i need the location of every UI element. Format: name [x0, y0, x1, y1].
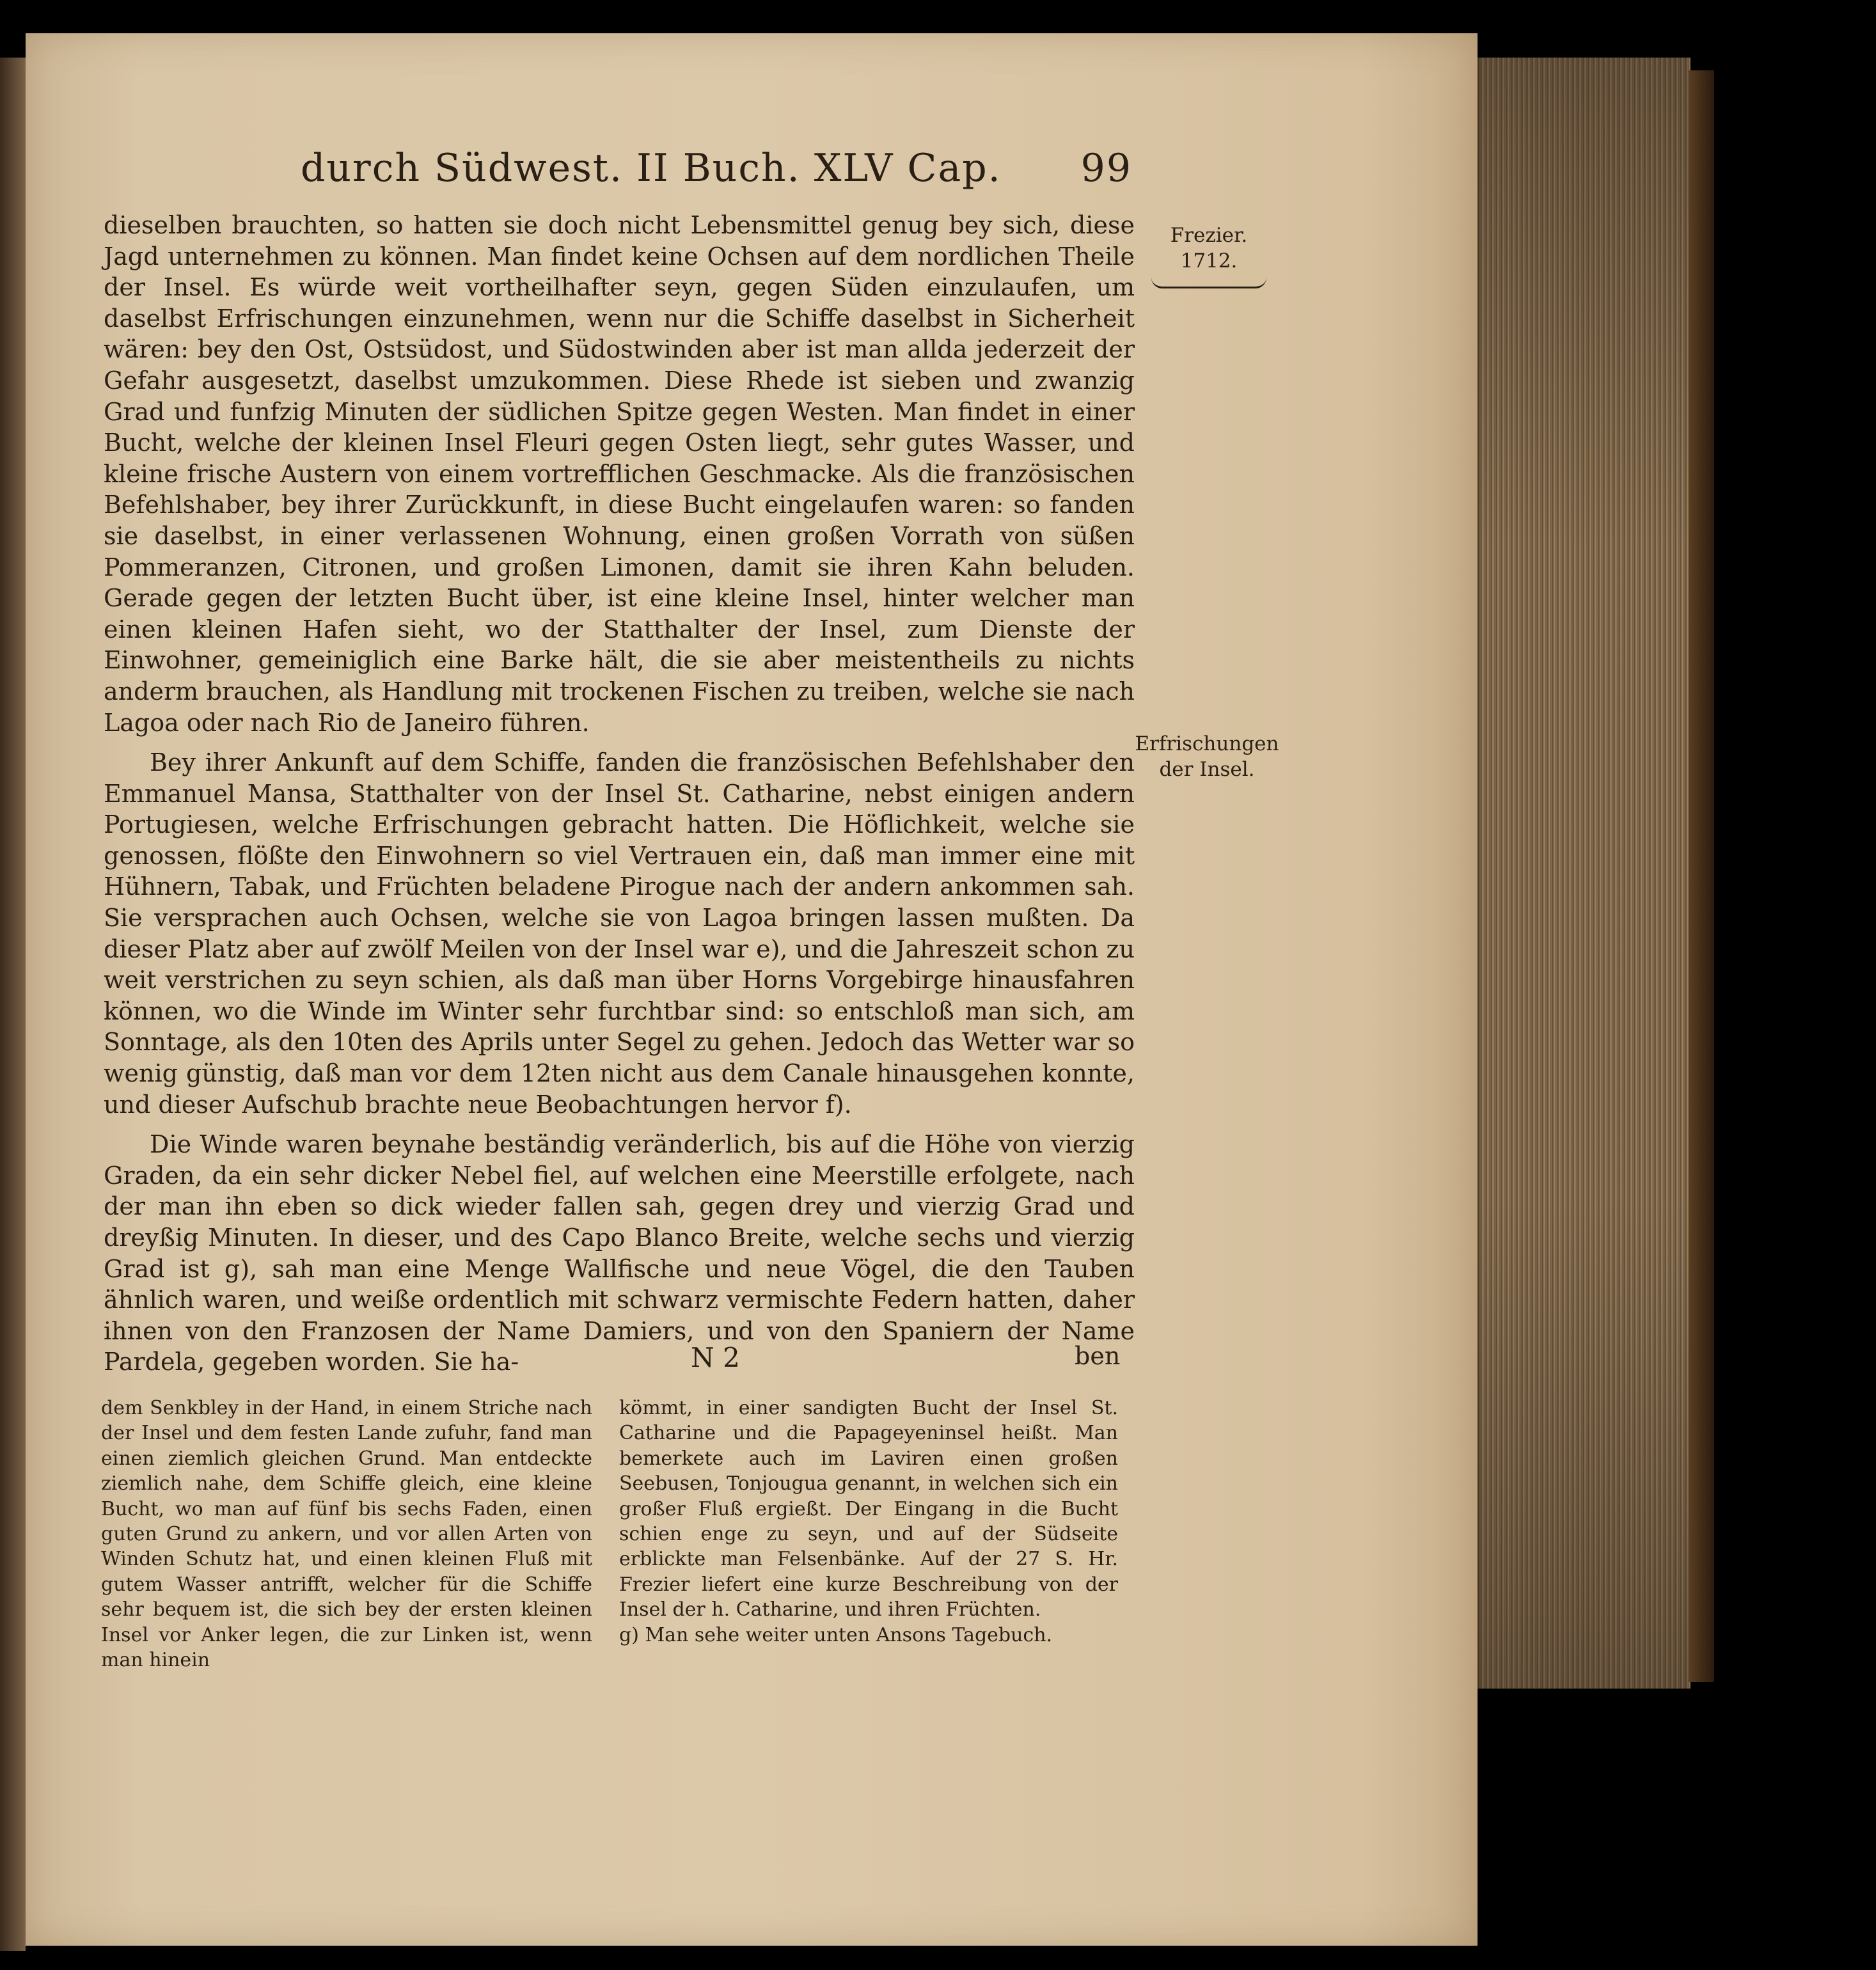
- page-header: [301, 139, 1132, 197]
- footnote-left-text: dem Senkbley in der Hand, in einem Striche nach der Insel und dem festen Lande zufuhr, fand man einen ziemlich gleichen Grund. Man entdeckte ziemlich nahe, dem Schiffe gleich, eine kleine Bucht, wo man auf fünf bis sechs Faden, einen guten Grund zu ankern, und vor allen Arten von Winden Schutz hat, und einen kleinen Fluß mit gutem Wasser antrifft, welcher für die Schiffe sehr bequem ist, die sich bey der ersten kleinen Insel vor Anker legen, die zur Linken ist, wenn man hinein: [101, 1397, 592, 1672]
- book-cover-edge: [1689, 70, 1714, 1682]
- margin-note-erfrischungen: Erfrischungen der Insel.: [1135, 732, 1279, 781]
- book-spine-edge: [0, 58, 26, 1951]
- body-text: [104, 210, 1135, 1387]
- margin-note-frezier: [1151, 223, 1266, 288]
- paragraph-2: Bey ihrer Ankunft auf dem Schiffe, fanden die französischen Befehlshaber den Emmanuel Mansa, Statthalter von der Insel St. Catharine, nebst einigen andern Portugiesen, welche Erfrischungen gebracht hatten. Die Höflichkeit, welche sie genossen, flößte den Einwohnern so viel Vertrauen ein, daß man immer eine mit Hühnern, Tabak, und Früchten beladene Pirogue nach der andern ankommen sah. Sie versprachen auch Ochsen, welche sie von Lagoa bringen lassen mußten. Da dieser Platz aber auf zwölf Meilen von der Insel war e), und die Jahreszeit schon zu weit verstrichen zu seyn schien, als daß man über Horns Vorgebirge hinausfahren können, wo die Winde im Winter sehr furchtbar sind: so entschloß man sich, am Sonntage, als den 10ten des Aprils unter Segel zu gehen. Jedoch das Wetter war so wenig günstig, daß man vor dem 12ten nicht aus dem Canale hinausgehen konnte, und dieser Aufschub brachte neue Beobachtungen hervor f).: [104, 748, 1135, 1119]
- paragraph-3: Die Winde waren beynahe beständig veränderlich, bis auf die Höhe von vierzig Graden, da ein sehr dicker Nebel fiel, auf welchen eine Meerstille erfolgete, nach der man ihn eben so dick wieder fallen sah, gegen drey und vierzig Grad und dreyßig Minuten. In dieser, und des Capo Blanco Breite, welche sechs und vierzig Grad ist g), sah man eine Menge Wallfische und neue Vögel, die den Tauben ähnlich waren, und weiße ordentlich mit schwarz vermischte Federn hatten, daher ihnen von den Franzosen der Name Damiers, und von den Spaniern der Name Pardela, gegeben worden. Sie ha-: [104, 1130, 1135, 1376]
- footnote-g: g) Man sehe weiter unten Ansons Tagebuch.: [619, 1623, 1053, 1646]
- page-edges-shade: [1478, 58, 1689, 1689]
- catchword: ben: [1075, 1342, 1121, 1370]
- paragraph-1: dieselben brauchten, so hatten sie doch nicht Lebensmittel genug bey sich, diese Jagd unternehmen zu können. Man findet keine Ochsen auf dem nordlichen Theile der Insel. Es würde weit vortheilhafter seyn, gegen Süden einzulaufen, um daselbst Erfrischungen einzunehmen, wenn nur die Schiffe daselbst in Sicherheit wären: bey den Ost, Ostsüdost, und Südostwinden aber ist man allda jederzeit der Gefahr ausgesetzt, daselbst umzukommen. Diese Rhede ist sieben und zwanzig Grad und funfzig Minuten der südlichen Spitze gegen Westen. Man findet in einer Bucht, welche der kleinen Insel Fleuri gegen Osten liegt, sehr gutes Wasser, und kleine frische Austern von einem vortrefflichen Geschmacke. Als die französischen Befehlshaber, bey ihrer Zurückkunft, in diese Bucht eingelaufen waren: so fanden sie daselbst, in einer verlassenen Wohnung, einen großen Vorrath von süßen Pommeranzen, Citronen, und großen Limonen, damit sie ihren Kahn beluden. Gerade gegen der letzten Bucht über, ist eine kleine Insel, hinter welcher man einen kleinen Hafen sieht, wo der Statthalter der Insel, zum Dienste der Einwohner, gemeiniglich eine Barke hält, die sie aber meistentheils zu nichts anderm brauchen, als Handlung mit trockenen Fischen zu treiben, welche sie nach Lagoa oder nach Rio de Janeiro führen.: [104, 211, 1135, 737]
- signature-mark: N 2: [691, 1342, 740, 1373]
- page-number: 99: [1080, 146, 1132, 191]
- footnote-column-right: [619, 1396, 1118, 1648]
- footnote-right-text: kömmt, in einer sandigten Bucht der Insel St. Catharine und die Papageyeninsel heißt. Man bemerkete auch im Laviren einen großen Seebusen, Tonjougua genannt, in welchen sich ein großer Fluß ergießt. Der Eingang in die Bucht schien enge zu seyn, und auf der Südseite erblickte man Felsenbänke. Auf der 27 S. Hr. Frezier liefert eine kurze Beschreibung von der Insel der h. Catharine, und ihren Früchten.: [619, 1397, 1118, 1621]
- brace-ornament: [1151, 278, 1266, 288]
- footnote-column-left: [101, 1396, 592, 1673]
- margin-note-year: 1712.: [1180, 249, 1238, 272]
- running-title: durch Südwest. II Buch. XLV Cap.: [301, 146, 1002, 191]
- margin-note-author: Frezier.: [1170, 224, 1248, 247]
